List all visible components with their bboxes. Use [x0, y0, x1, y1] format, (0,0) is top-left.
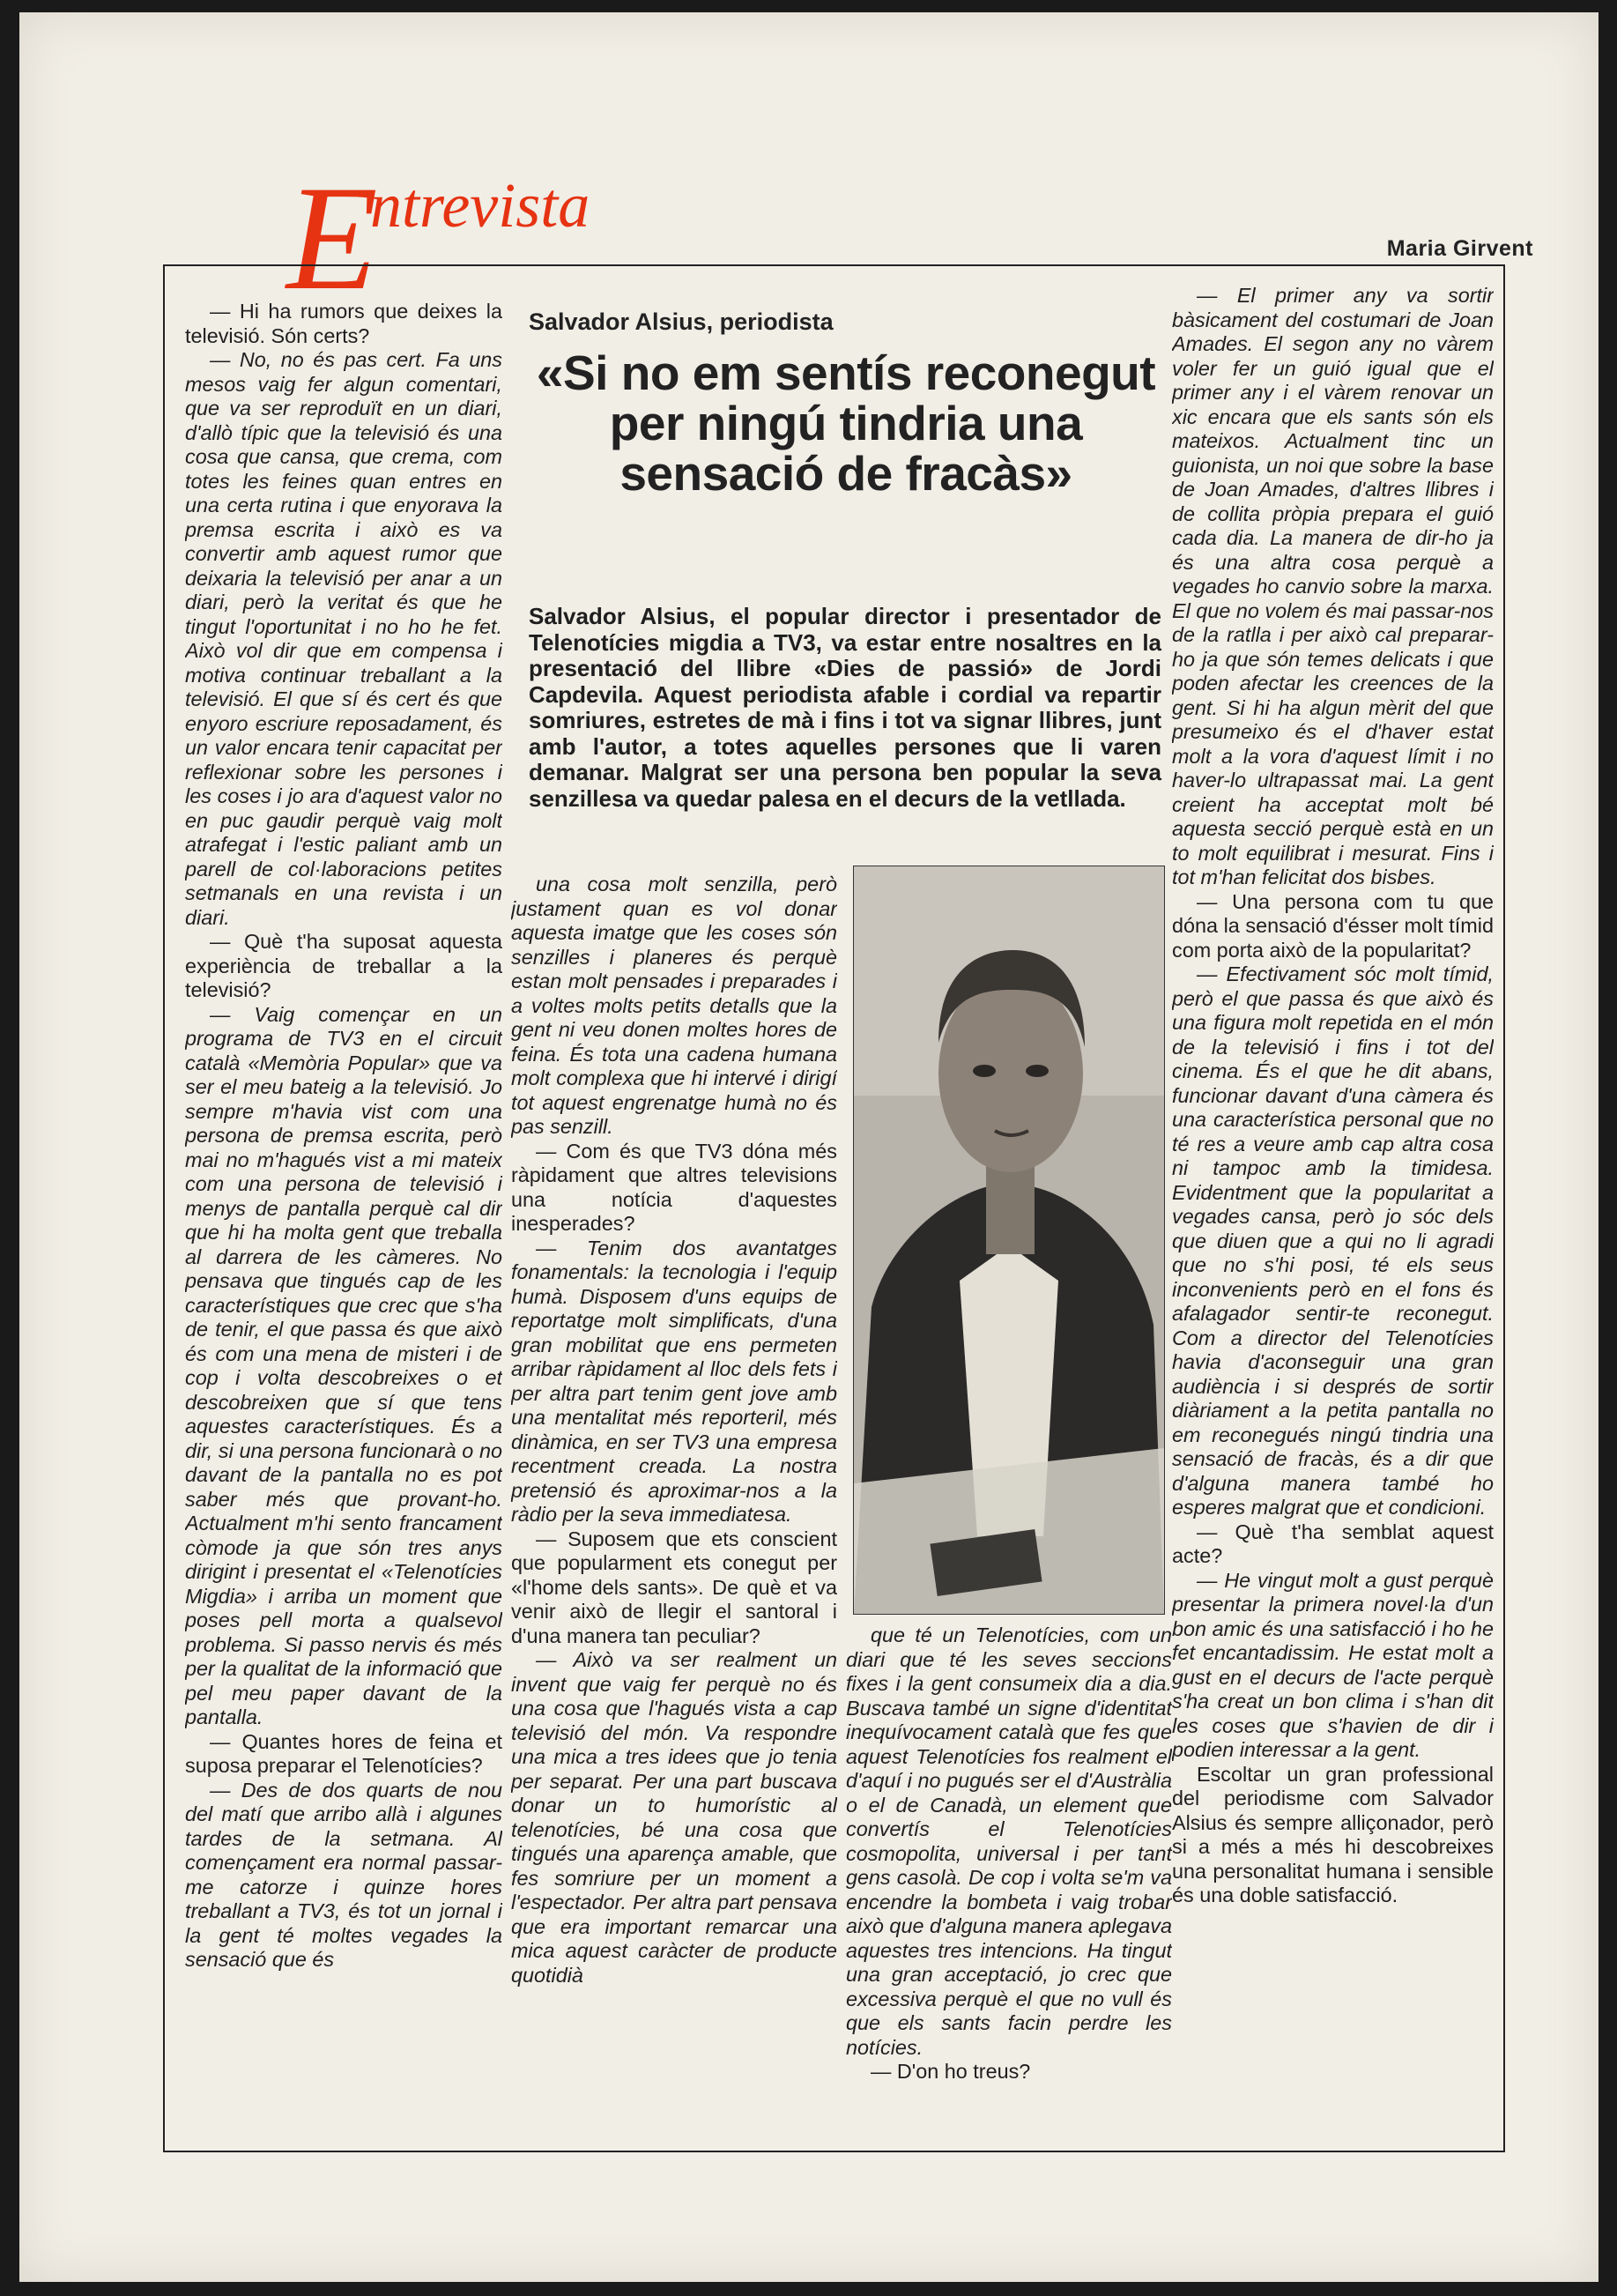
answer-paragraph: — El primer any va sortir bàsicament del costumari de Joan Amades. El segon any no vàrem voler fer un guió igual que el primer any i el vàrem renovar un xic encara que els sants són els mateixos. Actualment tinc un guionista, un noi que sobre la base de Joan Amades, d'altres llibres i de collita pròpia prepara el guió cada dia. La manera de dir-ho ja és una altra cosa perquè a vegades ho canvio sobre la marxa. El que no volem és mai passar-nos de la ratlla i per això cal preparar-ho ja que són temes delicats i que poden afectar les creences de la gent. Si hi ha algun mèrit del que presumeixo és el d'haver estat molt a la vora d'aquest límit i no haver-lo ultrapassat mai. La gent creient ha acceptat molt bé aquesta secció perquè està en un to molt equilibrat i mesurat. Fins i tot m'han felicitat dos bisbes. [1172, 284, 1494, 888]
question-paragraph: — Com és que TV3 dóna més ràpidament que altres televisions una notícia d'aquestes inesperades? [511, 1139, 837, 1235]
article-lede: Salvador Alsius, el popular director i presentador de Telenotícies migdia a TV3, va estar entre nosaltres en la presentació del llibre «Dies de passió» de Jordi Capdevila. Aquest periodista afable i cordial va repartir somriures, estretes de mà i fins i tot va signar llibres, junt amb l'autor, a totes aquelles persones que li varen demanar. Malgrat ser una persona ben popular la seva senzillesa va quedar palesa en el decurs de la vetllada. [529, 603, 1161, 812]
question-paragraph: — Què t'ha suposat aquesta experiència de treballar a la televisió? [185, 930, 502, 1001]
question-paragraph: — Hi ha rumors que deixes la televisió. Són certs? [185, 300, 502, 347]
answer-paragraph: — Des de dos quarts de nou del matí que arribo allà i algunes tardes de la setmana. Al començament era normal passar-me catorze i quinze hores treballant a TV3, és tot un jornal i la gent té moltes vegades la sensació que és [185, 1778, 502, 1971]
question-paragraph: — Una persona com tu que dóna la sensació d'ésser molt tímid com porta això de la popularitat? [1172, 889, 1494, 962]
answer-paragraph: — Tenim dos avantatges fonamentals: la tecnologia i l'equip humà. Disposem d'uns equips de reportatge molt simplificats, d'una gran mobilitat que ens permeten arribar ràpidament al lloc dels fets i per altra part tenim gent jove amb una mentalitat més reporteril, més dinàmica, en ser TV3 una empresa recentment creada. La nostra pretensió és aproximar-nos a la ràdio per la seva immediatesa. [511, 1236, 837, 1526]
answer-paragraph: — Vaig començar en un programa de TV3 en el circuit català «Memòria Popular» que va ser el meu bateig a la televisió. Jo sempre m'havia vist com una persona de premsa escrita, però mai no m'hagués vist a mi mateix com una persona de televisió i menys de pantalla perquè cal dir que hi ha molta gent que treballa al darrera de les càmeres. No pensava que tingués cap de les característiques que crec que s'ha de tenir, el que passa és que això és com una mena de misteri i de cop i volta descobreixes o et descobreixen que sí que tens aquestes característiques. És a dir, si una persona funcionarà o no davant de la pantalla no es pot saber més que provant-ho. Actualment m'hi sento francament còmode ja que són tres anys dirigint i presentat el «Telenotícies Migdia» i arriba un moment que poses pell morta a qualsevol problema. Si passo nervis és més per la qualitat de la informació que pel meu paper davant de la pantalla. [185, 1002, 502, 1728]
portrait-photo-graphic [854, 866, 1164, 1614]
section-title: ntrevista [370, 170, 590, 241]
section-initial: E [286, 155, 378, 321]
article-kicker: Salvador Alsius, periodista [529, 308, 834, 335]
answer-paragraph: que té un Telenotícies, com un diari que té les seves seccions fixes i la gent consumeix dia a dia. Buscava també un signe d'identitat inequívocament català que fes que aquest Telenotícies fos realment el d'aquí i no pugués ser el d'Austràlia o el de Canadà, un element que convertís el Telenotícies cosmopolita, universal i per tant gens casolà. De cop i volta se'm va encendre la bombeta i vaig trobar això que d'alguna manera aplegava aquestes tres intencions. Ha tingut una gran acceptació, jo crec que excessiva perquè el que no vull és que els sants facin perdre les notícies. [846, 1624, 1172, 2059]
answer-paragraph: — He vingut molt a gust perquè presentar la primera novel·la d'un bon amic és una satisfacció i ho he fet encantadissim. He estat molt a gust en el decurs de l'acte perquè s'ha creat un bon clima i s'han dit les coses que s'havien de dir i podien interessar a la gent. [1172, 1568, 1494, 1761]
column-4 [1172, 284, 1494, 2144]
question-paragraph: — D'on ho treus? [871, 2060, 1031, 2083]
answer-paragraph: — No, no és pas cert. Fa uns mesos vaig fer algun comentari, que va ser reproduït en un diari, d'allò típic que la televisió és una cosa que cansa, que crema, com totes les feines quan entres en una certa rutina i que enyorava la premsa escrita i això es va convertir amb aquest rumor que deixaria la televisió per anar a un diari, però la veritat és que he tingut l'oportunitat i no ho he fet. Això vol dir que em compensa i motiva continuar treballant a la televisió. El que sí és cert és que enyoro escriure reposadament, és un valor encara tenir capacitat per reflexionar sobre les persones i les coses i jo ara d'aquest valor no en puc gaudir perquè vaig molt atrafegat i l'estic paliant amb un parell de col·laboracions petites setmanals en una revista i un diari. [185, 348, 502, 929]
author-byline: Maria Girvent [1386, 236, 1533, 261]
question-paragraph: — Què t'ha semblat aquest acte? [1172, 1520, 1494, 1567]
answer-paragraph: una cosa molt senzilla, però justament quan es vol donar aquesta imatge que les coses són senzilles i planeres és perquè estan molt pensades i preparades i a voltes molts petits detalls que la gent ni veu donen moltes hores de feina. És tota una cadena humana molt complexa que hi intervé i dirigí tot aquest engrenatge humà no és pas senzill. [511, 873, 837, 1138]
article-headline: «Si no em sentís reconegut per ningú tindria una sensació de fracàs» [536, 346, 1156, 501]
answer-paragraph: — Efectivament sóc molt tímid, però el que passa és que això és una figura molt repetida en el món de la televisió i fins i tot del cinema. És el que he dit abans, funcionar davant d'una càmera és una característica personal que no té res a veure amb cap altra cosa ni tampoc amb la timidesa. Evidentment que la popularitat a vegades cansa, però jo sóc dels que diuen que a qui no li agradi que no s'hi posi, té els seus inconvenients però en el fons és afalagador sentir-te reconegut. Com a director del Telenotícies havia d'aconseguir una gran audiència i si després de sortir diàriament a la petita pantalla no em reconegués ningú tindria una sensació de fracàs, és a dir que d'alguna manera també ho esperes malgrat que et condicioni. [1172, 962, 1494, 1519]
question-paragraph: — Suposem que ets conscient que popularment ets conegut per «l'home dels sants». De què et va venir això de llegir el santoral i d'una manera tan peculiar? [511, 1527, 837, 1647]
question-paragraph: — Quantes hores de feina et suposa preparar el Telenotícies? [185, 1729, 502, 1777]
portrait-photo [853, 866, 1165, 1615]
answer-paragraph: — Això va ser realment un invent que vaig fer perquè no és una cosa que l'hagués vista a cap televisió del món. Va respondre una mica a tres idees que jo tenia per separat. Per una part buscava donar un to humorístic al telenotícies, bé una cosa que tingués una aparença amable, que fes somriure per un moment a l'espectador. Per altra part pensava que era important remarcar una mica aquest caràcter de producte quotidià [511, 1648, 837, 1987]
column-3 [846, 1624, 1172, 2144]
column-1 [185, 300, 502, 2142]
question-paragraph: Escoltar un gran professional del periodisme com Salvador Alsius és sempre alliçonador, però si a més a més hi descobreixes una personalitat humana i sensible és una doble satisfacció. [1172, 1762, 1494, 1906]
column-2 [511, 873, 837, 2142]
